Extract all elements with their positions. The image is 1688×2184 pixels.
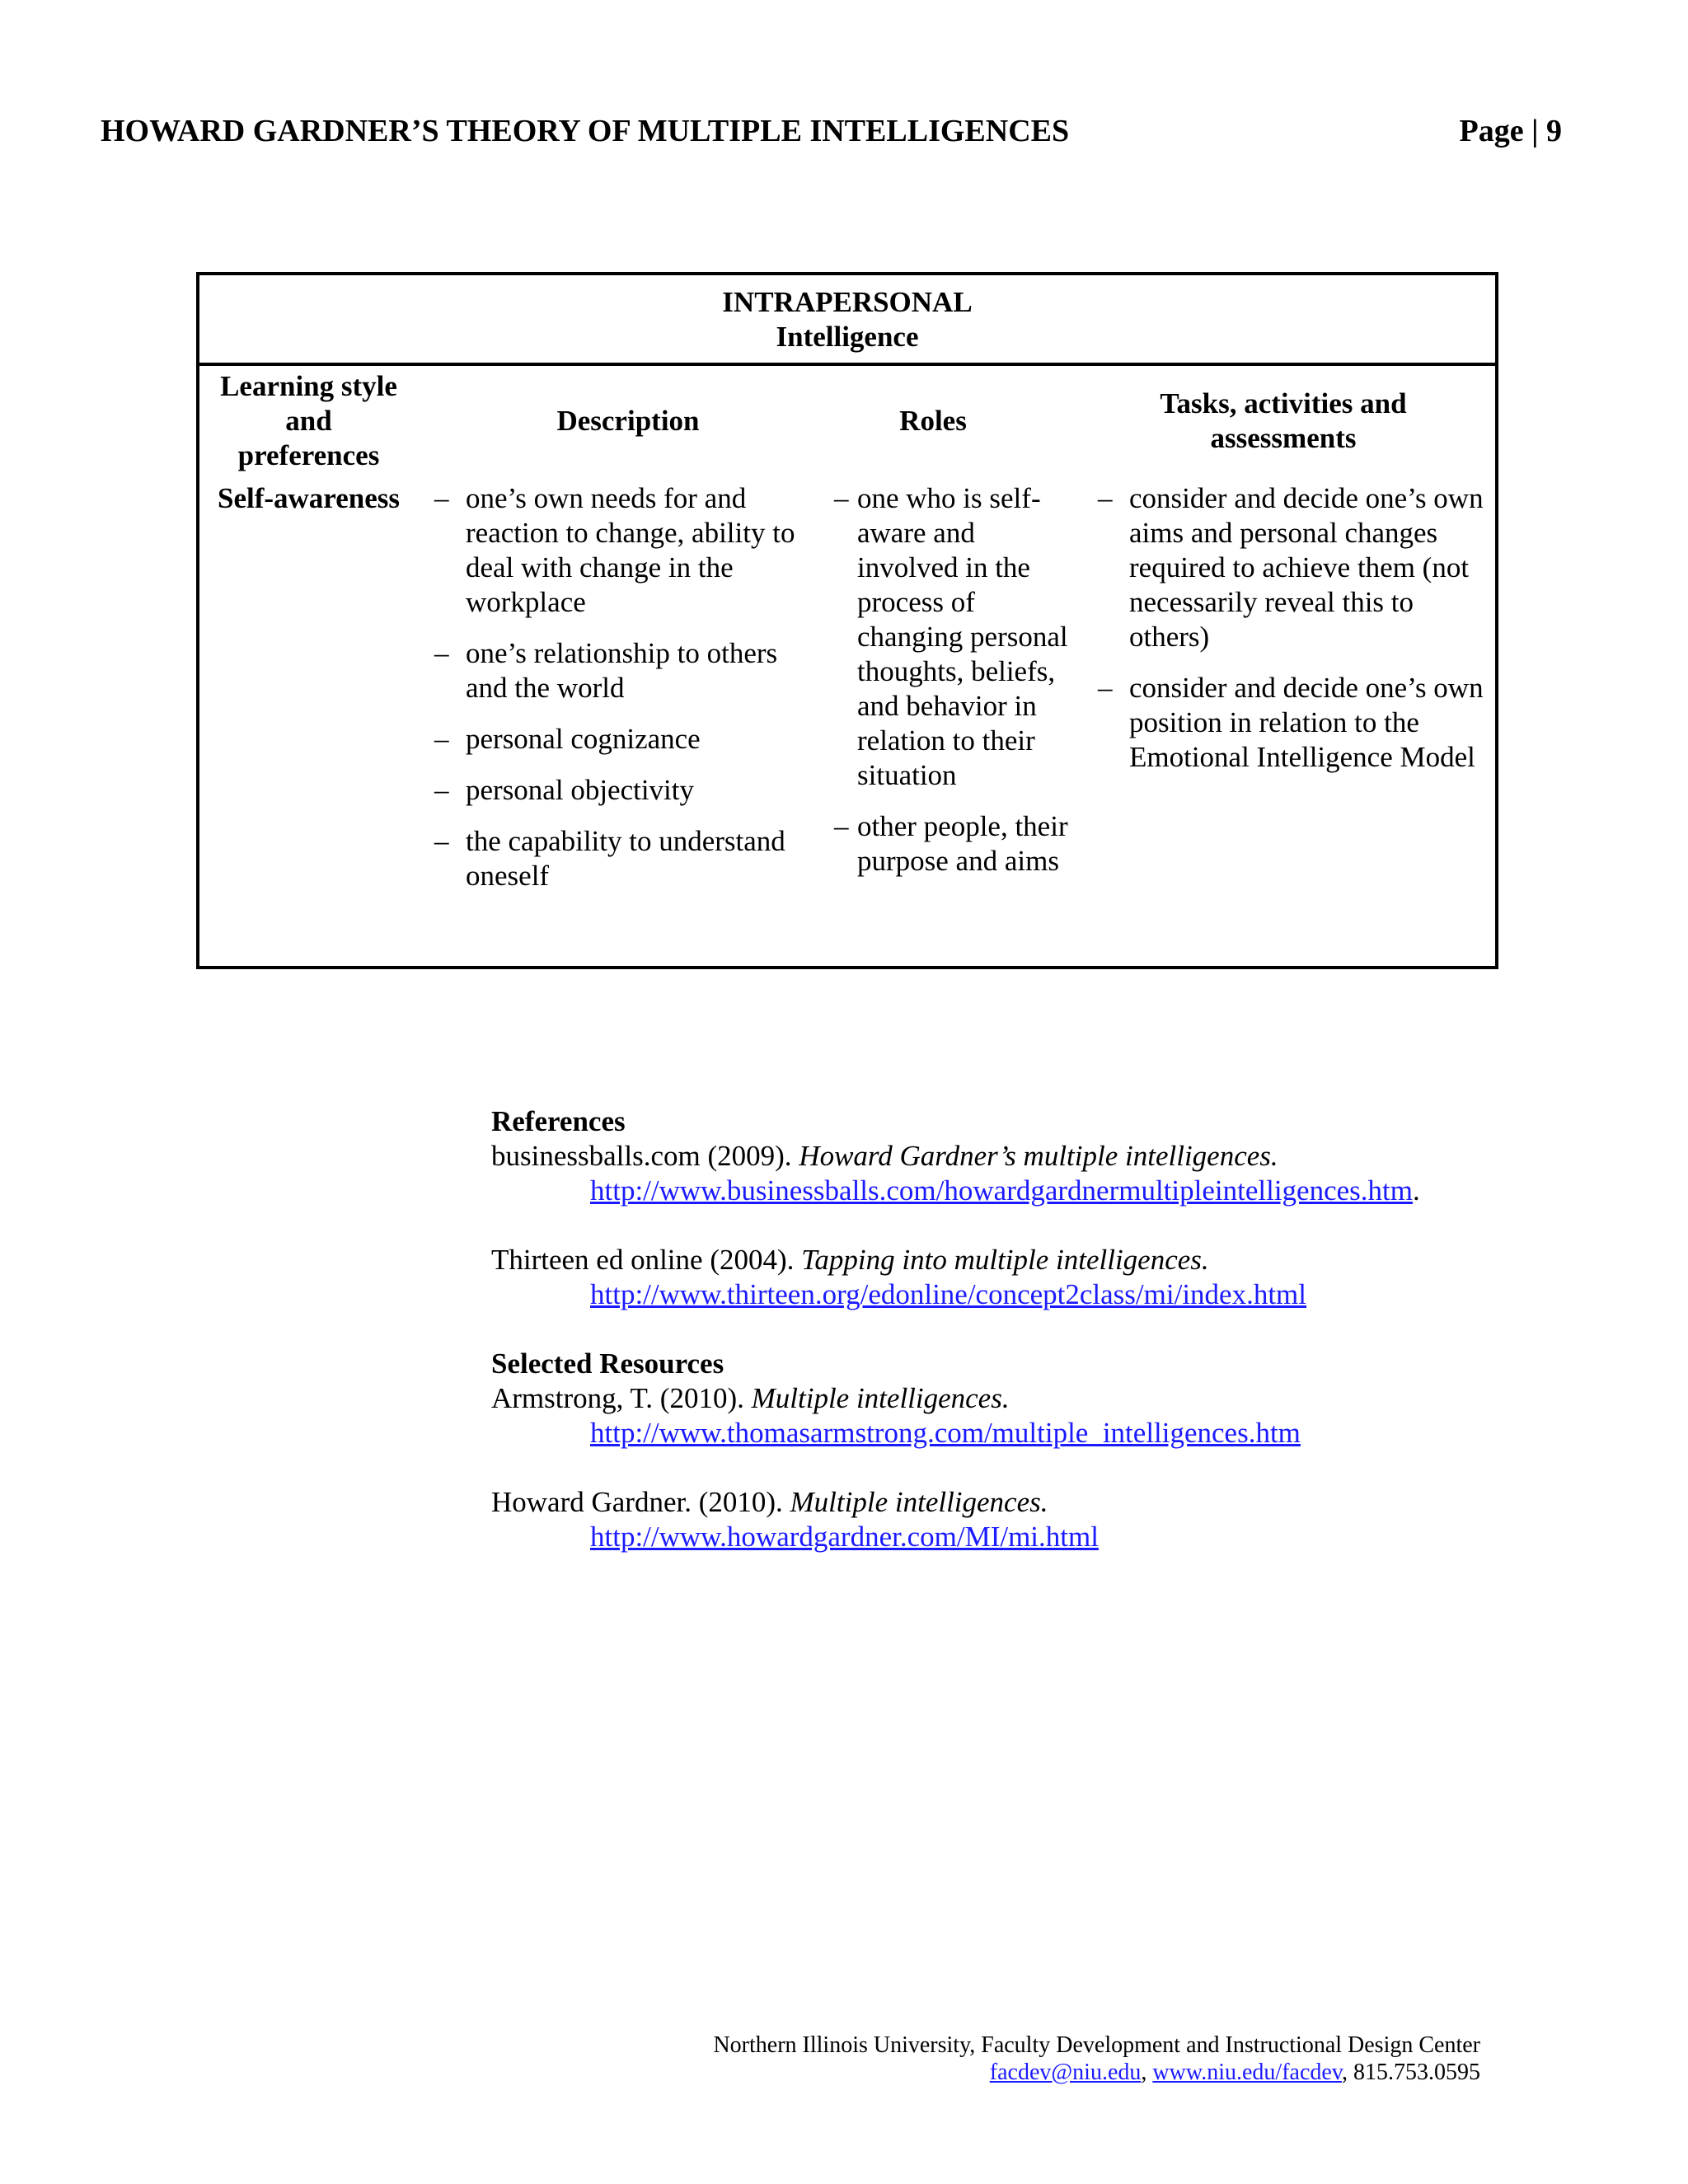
footer-contact: [713, 2059, 1480, 2086]
reference-title: Tapping into multiple intelligences.: [801, 1244, 1209, 1276]
references-heading: References: [491, 1105, 626, 1137]
list-item-text: personal objectivity: [466, 774, 695, 806]
footer-website-link[interactable]: www.niu.edu/facdev: [1152, 2060, 1342, 2085]
list-item-text: one’s relationship to others and the world: [466, 637, 778, 704]
reference-title: Howard Gardner’s multiple intelligences.: [799, 1140, 1278, 1172]
column-header-learning-style: [199, 369, 418, 473]
list-item: [1098, 671, 1485, 775]
column-header-description: Description: [556, 405, 700, 437]
list-item: [434, 722, 805, 757]
resource-prefix: Howard Gardner. (2010).: [491, 1486, 790, 1518]
list-item-text: the capability to understand oneself: [466, 825, 785, 892]
resource-title: Multiple intelligences.: [790, 1486, 1048, 1518]
column-header-learning-line: Learning style: [220, 370, 397, 402]
resource-title: Multiple intelligences.: [751, 1382, 1010, 1414]
resource-url-line: [491, 1416, 1563, 1451]
resource-link[interactable]: http://www.howardgardner.com/MI/mi.html: [590, 1521, 1099, 1553]
column-header-tasks: [1073, 387, 1493, 456]
reference-entry: [491, 1139, 1563, 1208]
list-item: [834, 481, 1081, 793]
list-item: [1098, 481, 1485, 654]
page-footer: [713, 2032, 1480, 2086]
list-item-text: one who is self-aware and involved in the process of changing personal thoughts, beliefs, and behavior in relation to their situation: [857, 482, 1068, 791]
reference-prefix: businessballs.com (2009).: [491, 1140, 799, 1172]
resource-entry: [491, 1485, 1563, 1554]
reference-entry: [491, 1243, 1563, 1312]
reference-citation: [491, 1243, 1563, 1277]
dash-bullet-icon: –: [834, 810, 849, 842]
references-section: [491, 1104, 1563, 1589]
dash-bullet-icon: –: [434, 637, 449, 669]
list-item: [434, 636, 805, 705]
column-header-tasks-line: assessments: [1210, 422, 1357, 454]
footer-phone: , 815.753.0595: [1342, 2060, 1480, 2085]
document-title: HOWARD GARDNER’S THEORY OF MULTIPLE INTELLIGENCES: [101, 114, 1070, 148]
list-item-text: one’s own needs for and reaction to change, ability to deal with change in the workplace: [466, 482, 795, 618]
reference-suffix: .: [1412, 1174, 1420, 1207]
dash-bullet-icon: –: [1098, 672, 1113, 704]
reference-prefix: Thirteen ed online (2004).: [491, 1244, 802, 1276]
resource-entry: [491, 1381, 1563, 1451]
reference-link[interactable]: http://www.thirteen.org/edonline/concept2class/mi/index.html: [590, 1278, 1307, 1310]
dash-bullet-icon: –: [434, 774, 449, 806]
list-item-text: consider and decide one’s own position in relation to the Emotional Intelligence Model: [1129, 672, 1484, 773]
list-item: [434, 481, 805, 620]
footer-email-link[interactable]: facdev@niu.edu: [989, 2060, 1142, 2085]
resource-link[interactable]: http://www.thomasarmstrong.com/multiple_intelligences.htm: [590, 1417, 1301, 1449]
list-item: [834, 809, 1081, 879]
reference-url-line: [491, 1174, 1563, 1208]
intelligence-table: [196, 272, 1498, 969]
reference-link[interactable]: http://www.businessballs.com/howardgardnermultipleintelligences.htm: [590, 1174, 1413, 1207]
list-item: [434, 773, 805, 808]
reference-citation: [491, 1139, 1563, 1174]
list-item-text: consider and decide one’s own aims and personal changes required to achieve them (not necessarily reveal this to others): [1129, 482, 1484, 653]
dash-bullet-icon: –: [1098, 482, 1113, 514]
resource-prefix: Armstrong, T. (2010).: [491, 1382, 752, 1414]
footer-institution: Northern Illinois University, Faculty Development and Instructional Design Center: [713, 2032, 1480, 2058]
column-header-learning-line: and: [285, 405, 332, 437]
column-header-learning-line: preferences: [237, 439, 380, 471]
list-item-text: personal cognizance: [466, 723, 701, 755]
dash-bullet-icon: –: [434, 825, 449, 857]
dash-bullet-icon: –: [434, 482, 449, 514]
column-headers: [199, 366, 1495, 477]
reference-url-line: [491, 1277, 1563, 1312]
column-header-roles: Roles: [899, 405, 967, 437]
roles-list: [834, 481, 1081, 895]
description-list: [434, 481, 805, 910]
table-title-line2: Intelligence: [776, 321, 919, 353]
table-title-line1: INTRAPERSONAL: [722, 286, 973, 318]
footer-separator: ,: [1141, 2060, 1153, 2085]
table-title: [199, 275, 1495, 366]
resource-citation: [491, 1485, 1563, 1520]
column-header-tasks-line: Tasks, activities and: [1160, 387, 1407, 419]
resource-citation: [491, 1381, 1563, 1416]
dash-bullet-icon: –: [434, 723, 449, 755]
dash-bullet-icon: –: [834, 482, 849, 514]
list-item-text: other people, their purpose and aims: [857, 810, 1068, 877]
page-number: Page | 9: [1459, 114, 1562, 148]
tasks-list: [1098, 481, 1485, 791]
resource-url-line: [491, 1520, 1563, 1554]
row-label-self-awareness: Self-awareness: [218, 482, 400, 514]
resources-heading: Selected Resources: [491, 1347, 724, 1380]
list-item: [434, 824, 805, 893]
